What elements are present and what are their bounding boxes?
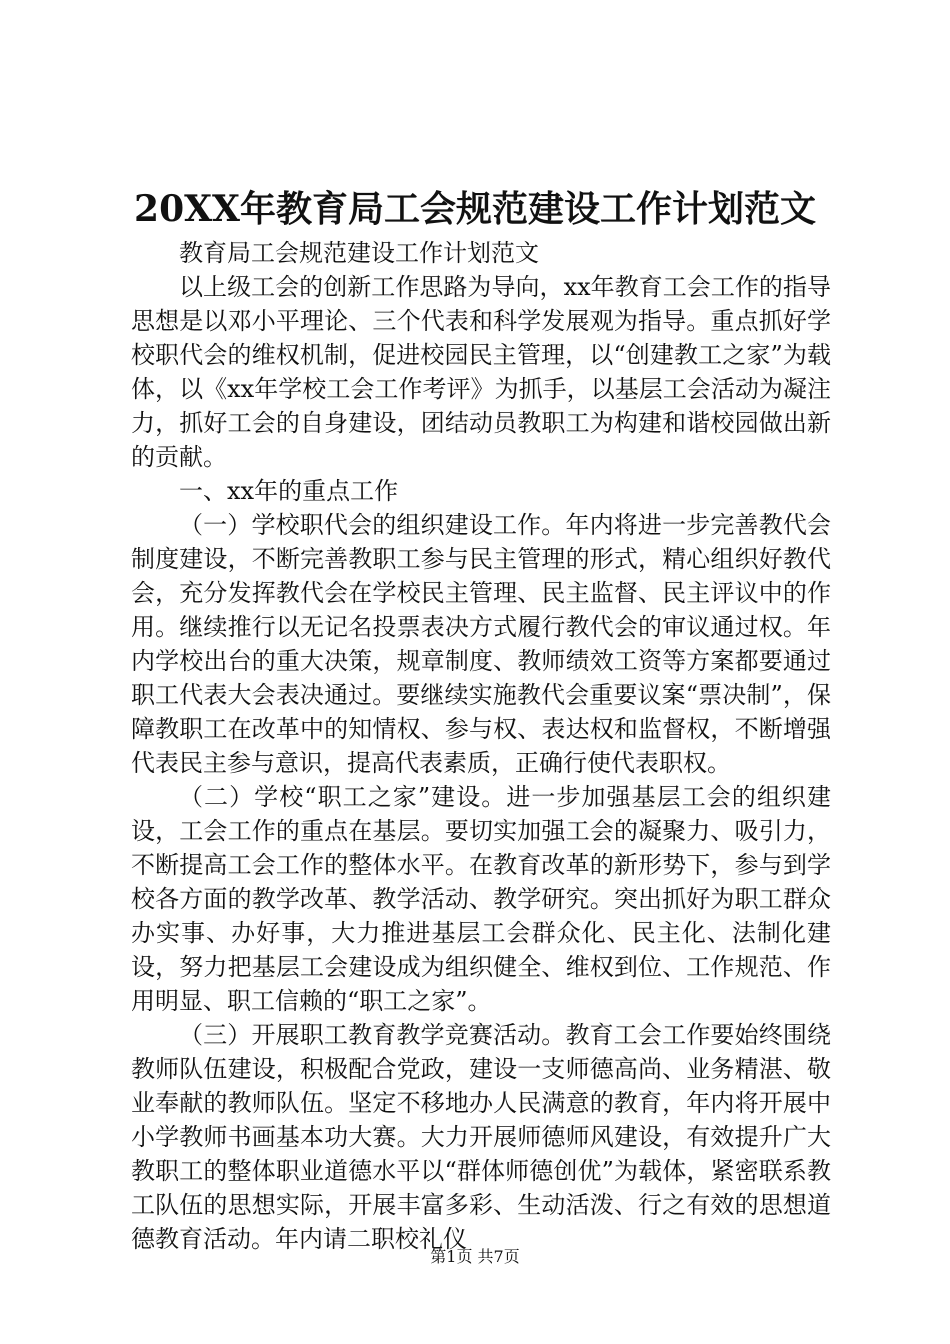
page-number-footer: 第1页 共7页 xyxy=(430,1247,520,1266)
item-3-paragraph: （三）开展职工教育教学竞赛活动。教育工会工作要始终围绕教师队伍建设，积极配合党政，建设一支师德高尚、业务精湛、敬业奉献的教师队伍。坚定不移地办人民满意的教育，年内将开展中小学教师书画基本功大赛。大力开展师德师风建设，有效提升广大教职工的整体职业道德水平以“群体师德创优”为载体，紧密联系教工队伍的思想实际，开展丰富多彩、生动活泼、行之有效的思想道德教育活动。年内请二职校礼仪 xyxy=(131,1021,831,1253)
intro-paragraph: 以上级工会的创新工作思路为导向，xx年教育工会工作的指导思想是以邓小平理论、三个代表和科学发展观为指导。重点抓好学校职代会的维权机制，促进校园民主管理，以“创建教工之家”为载体，以《xx年学校工会工作考评》为抓手，以基层工会活动为凝注力，抓好工会的自身建设，团结动员教职工为构建和谐校园做出新的贡献。 xyxy=(131,273,831,471)
document-title: 20XX年教育局工会规范建设工作计划范文 xyxy=(134,188,816,230)
item-1-paragraph: （一）学校职代会的组织建设工作。年内将进一步完善教代会制度建设，不断完善教职工参与民主管理的形式，精心组织好教代会，充分发挥教代会在学校民主管理、民主监督、民主评议中的作用。继续推行以无记名投票表决方式履行教代会的审议通过权。年内学校出台的重大决策，规章制度、教师绩效工资等方案都要通过职工代表大会表决通过。要继续实施教代会重要议案“票决制”，保障教职工在改革中的知情权、参与权、表达权和监督权，不断增强代表民主参与意识，提高代表素质，正确行使代表职权。 xyxy=(131,511,831,777)
subtitle-paragraph: 教育局工会规范建设工作计划范文 xyxy=(179,239,539,267)
section-heading: 一、xx年的重点工作 xyxy=(179,477,399,505)
item-2-paragraph: （二）学校“职工之家”建设。进一步加强基层工会的组织建设，工会工作的重点在基层。要切实加强工会的凝聚力、吸引力，不断提高工会工作的整体水平。在教育改革的新形势下，参与到学校各方面的教学改革、教学活动、教学研究。突出抓好为职工群众办实事、办好事，大力推进基层工会群众化、民主化、法制化建设，努力把基层工会建设成为组织健全、维权到位、工作规范、作用明显、职工信赖的“职工之家”。 xyxy=(131,783,831,1015)
document-body xyxy=(131,236,831,1256)
